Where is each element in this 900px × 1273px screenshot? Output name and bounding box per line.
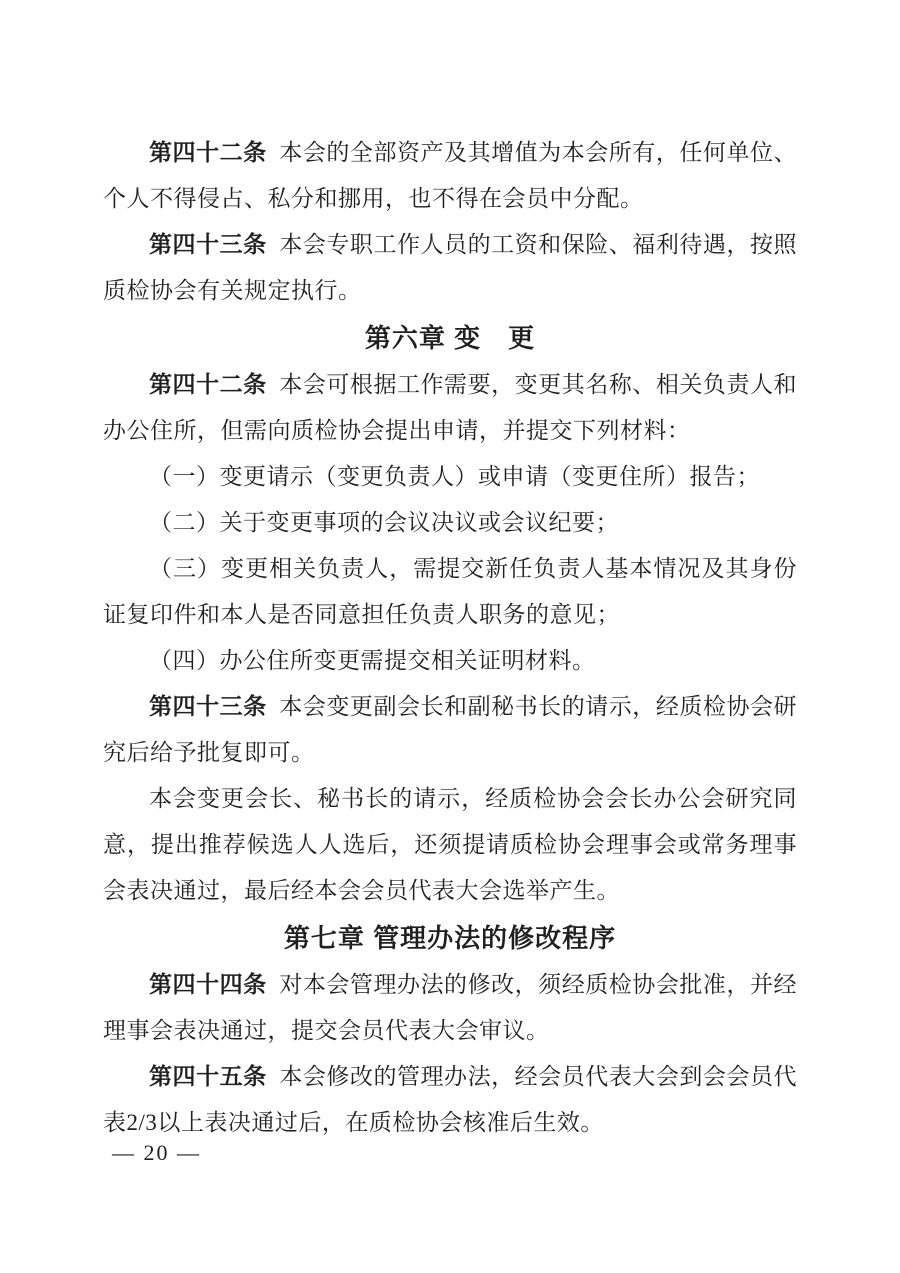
paragraph: 第四十五条 本会修改的管理办法，经会员代表大会到会会员代表2/3以上表决通过后，在质检协会核准后生效。 xyxy=(103,1064,798,1135)
article-number: 第四十三条 xyxy=(149,694,267,719)
chapter-heading: 第六章 变 更 xyxy=(364,323,536,353)
paragraph: 第四十三条 本会专职工作人员的工资和保险、福利待遇，按照质检协会有关规定执行。 xyxy=(103,232,798,303)
paragraph: 本会变更会长、秘书长的请示，经质检协会会长办公会研究同意，提出推荐候选人人选后，还须提请质检协会理事会或常务理事会表决通过，最后经本会会员代表大会选举产生。 xyxy=(103,786,797,903)
article-number: 第四十三条 xyxy=(149,232,267,257)
article-number: 第四十四条 xyxy=(149,972,267,997)
paragraph: 第四十四条 对本会管理办法的修改，须经质检协会批准，并经理事会表决通过，提交会员代表大会审议。 xyxy=(103,972,798,1043)
article-number: 第四十五条 xyxy=(149,1064,267,1089)
chapter-heading: 第七章 管理办法的修改程序 xyxy=(283,923,617,953)
list-item: （二）关于变更事项的会议决议或会议纪要； xyxy=(149,510,619,535)
paragraph: 第四十二条 本会可根据工作需要，变更其名称、相关负责人和办公住所，但需向质检协会提出申请，并提交下列材料： xyxy=(103,372,798,443)
article-number: 第四十二条 xyxy=(149,140,267,165)
list-item: （四）办公住所变更需提交相关证明材料。 xyxy=(149,648,596,673)
paragraph: 第四十二条 本会的全部资产及其增值为本会所有，任何单位、个人不得侵占、私分和挪用，也不得在会员中分配。 xyxy=(103,140,798,211)
list-item: （三）变更相关负责人，需提交新任负责人基本情况及其身份证复印件和本人是否同意担任负责人职务的意见； xyxy=(103,556,797,627)
paragraph: 第四十三条 本会变更副会长和副秘书长的请示，经质检协会研究后给予批复即可。 xyxy=(103,694,798,765)
page-number: — 20 — xyxy=(112,1140,201,1165)
list-item: （一）变更请示（变更负责人）或申请（变更住所）报告； xyxy=(149,464,760,489)
document-content xyxy=(103,130,797,1146)
article-number: 第四十二条 xyxy=(149,372,267,397)
